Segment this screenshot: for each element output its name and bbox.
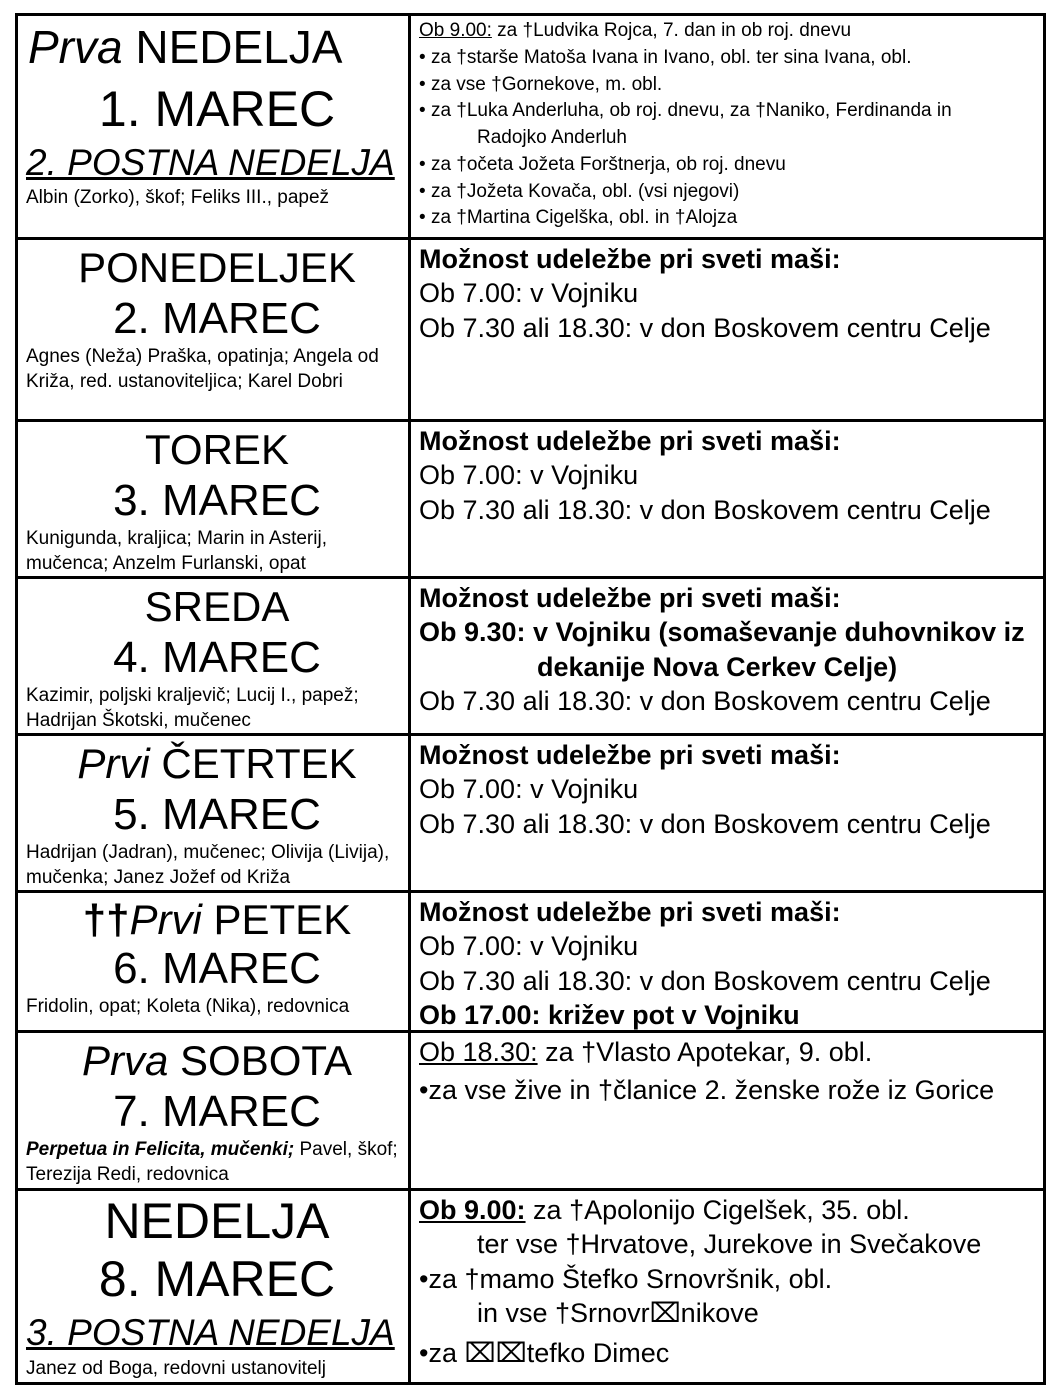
mass-line-continued: dekanije Nova Cerkev Celje) bbox=[537, 651, 898, 682]
mass-time: Ob 18.30: bbox=[419, 1037, 538, 1067]
mass-line: Ob 9.30: v Vojniku (somaševanje duhovnikov iz bbox=[419, 617, 1025, 648]
day-cell bbox=[18, 893, 411, 1030]
day-title: TOREK bbox=[145, 426, 289, 473]
day-date: 7. MAREC bbox=[113, 1087, 321, 1136]
mass-cell bbox=[411, 422, 1043, 576]
mass-cell bbox=[411, 736, 1043, 890]
table-row bbox=[18, 576, 1043, 733]
mass-intention: • za vse †Gornekove, m. obl. bbox=[419, 73, 663, 95]
mass-line: Ob 7.30 ali 18.30: v don Boskovem centru Celje bbox=[419, 685, 991, 716]
mass-time: Ob 9.00: bbox=[419, 20, 492, 41]
mass-line: Ob 7.30 ali 18.30: v don Boskovem centru Celje bbox=[419, 965, 991, 996]
day-title: ††Prvi PETEK bbox=[82, 896, 352, 943]
day-title: Prva NEDELJA bbox=[28, 21, 343, 73]
mass-line: Ob 9.00: za †Ludvika Rojca, 7. dan in ob roj. dnevu bbox=[419, 20, 852, 41]
day-date: 2. MAREC bbox=[113, 294, 321, 343]
table-row bbox=[18, 419, 1043, 576]
saints-of-day: Janez od Boga, redovni ustanovitelj bbox=[26, 1358, 326, 1379]
mass-cell bbox=[411, 893, 1043, 1030]
mass-heading: Možnost udeležbe pri sveti maši: bbox=[419, 583, 841, 613]
day-date: 8. MAREC bbox=[98, 1251, 336, 1307]
crosses-icon: †† bbox=[82, 896, 130, 943]
mass-intention: • za †očeta Jožeta Forštnerja, ob roj. dnevu bbox=[419, 153, 786, 175]
mass-schedule-table bbox=[15, 13, 1046, 1385]
table-row bbox=[18, 890, 1043, 1030]
mass-line: Ob 17.00: križev pot v Vojniku bbox=[419, 999, 800, 1030]
table-row bbox=[18, 1188, 1043, 1382]
mass-heading: Možnost udeležbe pri sveti maši: bbox=[419, 244, 841, 274]
mass-cell bbox=[411, 1191, 1043, 1382]
day-cell bbox=[18, 1033, 411, 1188]
mass-cell bbox=[411, 16, 1043, 237]
day-cell bbox=[18, 1191, 411, 1382]
mass-intention: •za ⌧⌧tefko Dimec bbox=[419, 1338, 670, 1369]
day-title: Prva SOBOTA bbox=[82, 1037, 352, 1084]
mass-line: Ob 7.00: v Vojniku bbox=[419, 278, 639, 309]
mass-line: Ob 7.30 ali 18.30: v don Boskovem centru Celje bbox=[419, 312, 991, 343]
saints-of-day: Kazimir, poljski kraljevič; Lucij I., papež; Hadrijan Škotski, mučenec bbox=[26, 685, 359, 731]
mass-heading: Možnost udeležbe pri sveti maši: bbox=[419, 740, 841, 770]
saints-of-day: Fridolin, opat; Koleta (Nika), redovnica bbox=[26, 996, 350, 1017]
mass-line: Ob 18.30: za †Vlasto Apotekar, 9. obl. bbox=[419, 1037, 873, 1067]
day-date: 3. MAREC bbox=[113, 476, 321, 525]
mass-heading: Možnost udeležbe pri sveti maši: bbox=[419, 426, 841, 456]
mass-line: Ob 7.30 ali 18.30: v don Boskovem centru Celje bbox=[419, 494, 991, 525]
day-cell bbox=[18, 16, 411, 237]
mass-heading: Možnost udeležbe pri sveti maši: bbox=[419, 897, 841, 927]
table-row bbox=[18, 733, 1043, 890]
mass-line: Ob 7.00: v Vojniku bbox=[419, 774, 639, 805]
saints-of-day: Perpetua in Felicita, mučenki; Pavel, škof; Terezija Redi, redovnica bbox=[26, 1139, 398, 1185]
mass-cell bbox=[411, 579, 1043, 733]
mass-line: Ob 7.30 ali 18.30: v don Boskovem centru Celje bbox=[419, 808, 991, 839]
mass-line: Ob 9.00: za †Apolonijo Cigelšek, 35. obl. bbox=[419, 1195, 910, 1225]
mass-intention: • za †Luka Anderluha, ob roj. dnevu, za †Naniko, Ferdinanda in bbox=[419, 100, 952, 122]
saints-of-day: Albin (Zorko), škof; Feliks III., papež bbox=[26, 187, 330, 208]
mass-intention: •za vse žive in †članice 2. ženske rože iz Gorice bbox=[419, 1075, 995, 1106]
day-date: 6. MAREC bbox=[113, 944, 321, 993]
liturgical-title: 3. POSTNA NEDELJA bbox=[26, 1312, 395, 1353]
day-title: PONEDELJEK bbox=[78, 244, 356, 291]
mass-line: Ob 7.00: v Vojniku bbox=[419, 460, 639, 491]
day-date: 1. MAREC bbox=[98, 81, 336, 137]
mass-intention-continued: Radojko Anderluh bbox=[477, 127, 627, 149]
mass-intention: • za †Jožeta Kovača, obl. (vsi njegovi) bbox=[419, 180, 740, 202]
day-title: SREDA bbox=[144, 583, 290, 630]
saints-of-day: Kunigunda, kraljica; Marin in Asterij, mučenca; Anzelm Furlanski, opat bbox=[26, 528, 327, 574]
mass-intention: •za †mamo Štefko Srnovršnik, obl. bbox=[419, 1263, 833, 1294]
mass-cell bbox=[411, 240, 1043, 419]
mass-line-continued: ter vse †Hrvatove, Jurekove in Svečakove bbox=[477, 1229, 982, 1260]
mass-line: Ob 7.00: v Vojniku bbox=[419, 931, 639, 962]
saints-of-day: Hadrijan (Jadran), mučenec; Olivija (Livija), mučenka; Janez Jožef od Križa bbox=[26, 842, 390, 888]
day-title: Prvi ČETRTEK bbox=[77, 740, 357, 787]
mass-cell bbox=[411, 1033, 1043, 1188]
table-row bbox=[18, 1030, 1043, 1188]
mass-intention: • za †starše Matoša Ivana in Ivano, obl. ter sina Ivana, obl. bbox=[419, 46, 912, 68]
mass-intention: • za †Martina Cigelška, obl. in †Alojza bbox=[419, 207, 738, 229]
mass-intention-continued: in vse †Srnovr⌧nikove bbox=[477, 1297, 759, 1328]
day-date: 5. MAREC bbox=[113, 790, 321, 839]
day-cell bbox=[18, 422, 411, 576]
day-title: NEDELJA bbox=[104, 1193, 330, 1249]
table-row bbox=[18, 237, 1043, 419]
table-row bbox=[18, 16, 1043, 237]
day-cell bbox=[18, 579, 411, 733]
day-cell bbox=[18, 736, 411, 890]
liturgical-title: 2. POSTNA NEDELJA bbox=[26, 142, 395, 183]
day-date: 4. MAREC bbox=[113, 633, 321, 682]
saints-of-day: Agnes (Neža) Praška, opatinja; Angela od Križa, red. ustanoviteljica; Karel Dobri bbox=[26, 346, 379, 392]
mass-time: Ob 9.00: bbox=[419, 1195, 526, 1225]
day-cell bbox=[18, 240, 411, 419]
